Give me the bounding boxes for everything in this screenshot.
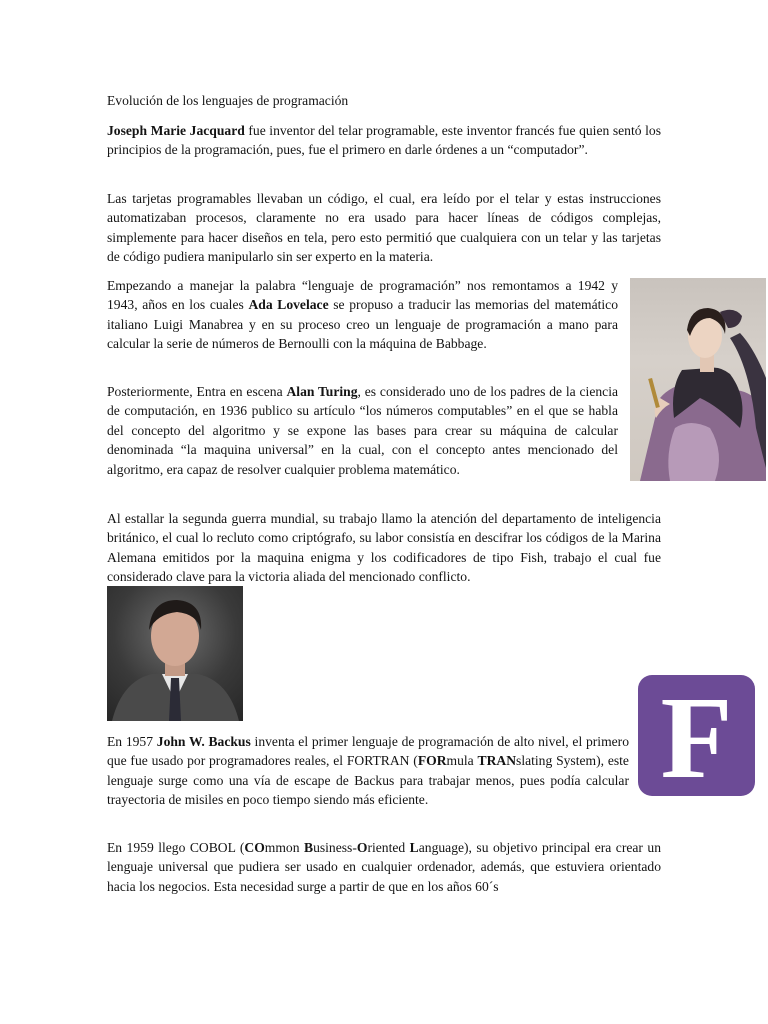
paragraph-text: inventa el primer lenguaje de programación de alto nivel, el primero que fue usado por programadores reales, el FORTRAN ( [107,734,629,769]
paragraph-text: mula [446,753,478,769]
acronym-letters: CO [244,840,265,855]
ada-lovelace-portrait [630,278,766,481]
acronym-letters: B [303,840,314,855]
acronym-letters: L [409,840,419,855]
paragraph-text: slating System [516,753,597,769]
paragraph-text: En 1959 llego COBOL ( [107,840,245,855]
paragraph-text: Posteriormente, Entra en escena [107,384,287,399]
turing-illustration [107,586,243,721]
paragraph-text: riented [367,840,410,855]
page-title: Evolución de los lenguajes de programación [107,93,349,108]
acronym-letters: FOR [417,753,447,769]
acronym-letters: TRAN [477,753,517,769]
paragraph-text: En 1957 [107,734,157,749]
paragraph-guerra: Al estallar la segunda guerra mundial, su trabajo llamo la atención del departamento de inteligencia británico, el cual lo recluto como criptógrafo, su labor consistía en descifrar los códigos de la Marina Alemana emitidos por la maquina enigma y los codificadores de tipo Fish, trabajo el cual fue considerado clave para la victoria aliada del mencionado conflicto. [107,511,661,585]
paragraph-tarjetas: Las tarjetas programables llevaban un código, el cual, era leído por el telar y estas instrucciones automatizaban procesos, claramente no era usado para hacer líneas de códigos complejas, simplemente para hacer diseños en tela, pero esto permitió que cualquiera con un telar y las tarjetas de código pudiera manipularlo sin ser experto en la materia. [107,191,661,265]
paragraph-ada [107,276,618,354]
paragraph-text: fue inventor del telar programable, este inventor francés fue quien sentó los principios de la programación, pues, fue el primero en darle órdenes a un “computador”. [107,123,661,158]
name-jacquard: Joseph Marie Jacquard [107,123,245,138]
alan-turing-portrait [107,586,243,721]
paragraph-text: Empezando a manejar la palabra “lenguaje de programación” nos remontamos a 1942 y 1943, años en los cuales [107,278,618,313]
paragraph-text: se propuso a traducir las memorias del matemático italiano Luigi Manabrea y en su proceso creo un lenguaje de programación a mano para calcular la serie de números de Bernoulli con la máquina de Babbage. [107,297,618,352]
name-backus: John W. Backus [156,734,251,749]
paragraph-turing [107,382,618,479]
paragraph-text: usiness- [313,840,357,855]
fsharp-logo [638,671,755,803]
paragraph-text: ), este lenguaje surge como una vía de escape de Backus para trabajar menos, pues podía calcular trayectoria de misiles en poco tiempo siendo más eficiente. [107,753,629,808]
name-turing: Alan Turing [286,384,358,399]
paragraph-backus [107,732,629,810]
paragraph-text: mmon [264,840,304,855]
paragraph-jacquard [107,121,661,160]
paragraph-text: anguage [418,840,465,855]
paragraph-text: ), su objetivo principal era crear un lenguaje universal que pudiera ser usado en cualquier ordenador, además, que estuviera orientado hacia los negocios. Esta necesidad surge a partir de que en los años 60´s [107,840,661,894]
acronym-letters: O [356,840,368,855]
paragraph-cobol [107,838,661,896]
ada-illustration [630,278,766,481]
paragraph-text: , es considerado uno de los padres de la ciencia de computación, en 1936 publico su artículo “los números computables” en el que se habla del concepto del algoritmo y se expone las bases para crear su máquina de calcular denominada “la maquina universal” en la cual, con el concepto antes mencionado del algoritmo, era capaz de resolver cualquier problema matemático. [107,384,618,477]
name-ada: Ada Lovelace [248,297,329,313]
fsharp-letter: F [660,671,733,803]
